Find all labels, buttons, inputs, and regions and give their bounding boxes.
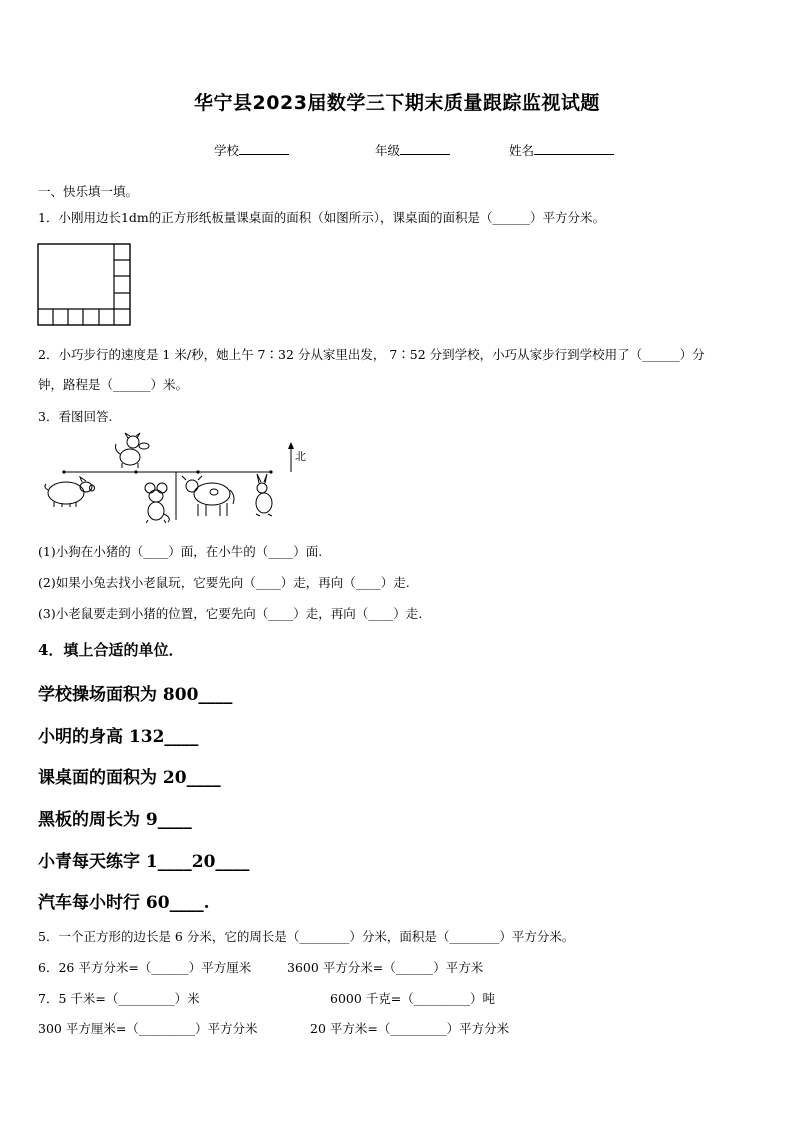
map-node xyxy=(269,470,272,473)
question-2-line-2: 钟，路程是（______）米。 xyxy=(38,377,189,392)
map-node xyxy=(196,470,199,473)
question-4-item: 小明的身高 132____ xyxy=(38,727,199,747)
school-label: 学校 xyxy=(214,143,240,158)
animal-map-figure xyxy=(36,430,326,525)
question-4: 4．填上合适的单位． xyxy=(38,641,184,659)
question-4-item: 黑板的周长为 9____ xyxy=(38,810,192,830)
rabbit-icon xyxy=(256,474,272,516)
question-3-sub-2: (2)如果小兔去找小老鼠玩，它要先向（____）走，再向（____）走. xyxy=(38,575,410,590)
question-5: 5．一个正方形的边长是 6 分米，它的周长是（________）分米，面积是（________）平方分米。 xyxy=(38,929,575,944)
question-7b: 6000 千克=（_________）吨 xyxy=(330,991,496,1006)
grade-field[interactable] xyxy=(375,141,450,159)
grade-label: 年级 xyxy=(375,143,401,158)
question-4-item: 学校操场面积为 800____ xyxy=(38,685,233,705)
school-field[interactable] xyxy=(214,141,289,159)
north-label: 北 xyxy=(295,450,306,463)
question-7a: 7．5 千米=（_________）米 xyxy=(38,991,200,1006)
question-7d: 20 平方米=（_________）平方分米 xyxy=(310,1021,510,1036)
question-6a: 6．26 平方分米=（______）平方厘米 xyxy=(38,960,252,975)
cow-icon xyxy=(182,476,234,516)
name-label: 姓名 xyxy=(509,143,535,158)
name-blank[interactable] xyxy=(534,142,614,155)
question-2-line-1: 2．小巧步行的速度是 1 米/秒，她上午 7∶32 分从家里出发， 7∶52 分到学校，小巧从家步行到学校用了（______）分 xyxy=(38,347,705,362)
page-title: 华宁县2023届数学三下期末质量跟踪监视试题 xyxy=(194,92,600,114)
dog-icon xyxy=(116,433,150,468)
pig-icon xyxy=(45,477,95,507)
desk-tiling-figure xyxy=(37,243,133,328)
north-arrowhead-icon xyxy=(288,442,294,449)
question-1: 1．小刚用边长1dm的正方形纸板量课桌面的面积（如图所示），课桌面的面积是（______）平方分米。 xyxy=(38,210,606,225)
section-heading: 一、快乐填一填。 xyxy=(38,184,139,199)
question-4-item: 汽车每小时行 60____. xyxy=(38,893,210,913)
map-node xyxy=(62,470,65,473)
name-field[interactable] xyxy=(509,141,614,159)
map-node xyxy=(134,470,137,473)
question-4-item: 课桌面的面积为 20____ xyxy=(38,768,221,788)
question-7c: 300 平方厘米=（_________）平方分米 xyxy=(38,1021,258,1036)
question-3-sub-3: (3)小老鼠要走到小猪的位置，它要先向（____）走，再向（____）走. xyxy=(38,606,423,621)
desk-outline xyxy=(38,244,130,325)
grade-blank[interactable] xyxy=(400,142,450,155)
mouse-icon xyxy=(145,483,169,523)
school-blank[interactable] xyxy=(239,142,289,155)
question-3: 3．看图回答. xyxy=(38,409,113,424)
question-3-sub-1: (1)小狗在小猪的（____）面，在小牛的（____）面. xyxy=(38,544,323,559)
question-6b: 3600 平方分米=（______）平方米 xyxy=(287,960,484,975)
question-4-item: 小青每天练字 1____20____ xyxy=(38,852,250,872)
